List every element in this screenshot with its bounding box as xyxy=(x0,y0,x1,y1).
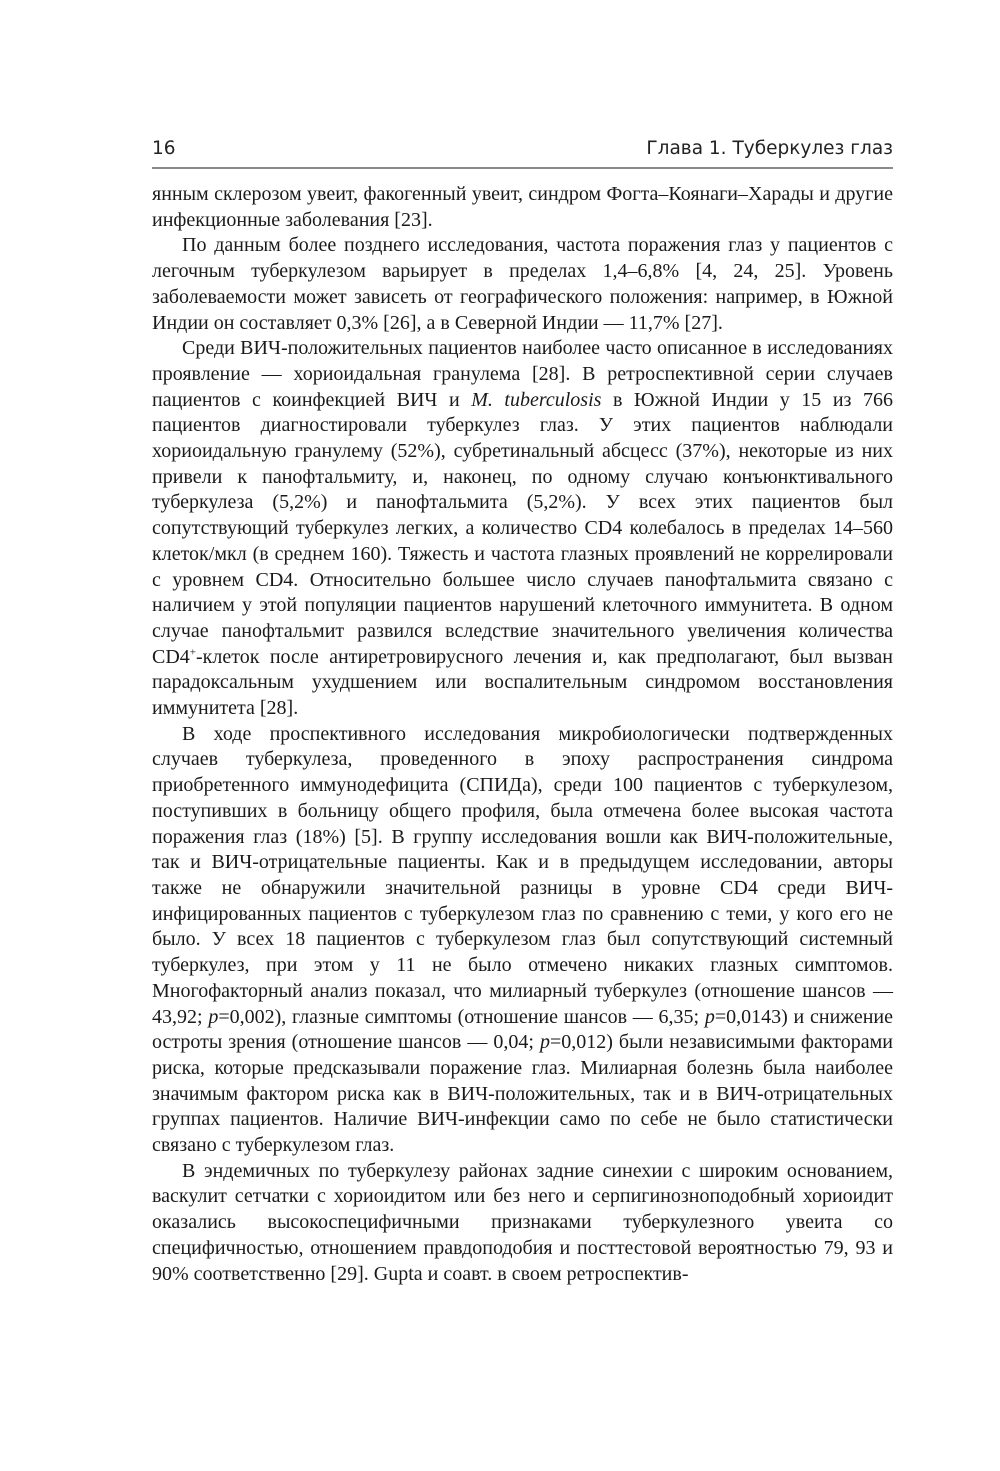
page-number: 16 xyxy=(152,138,176,159)
p-value-symbol: p xyxy=(704,1005,715,1028)
paragraph: В ходе проспективного исследования микробиологически подтвержденных случаев туберкулеза, проведенного в эпоху распространения синдрома приобретенного иммунодефицита (СПИДа), среди 100 пациентов с туберкулезом, поступивших в больницу общего профиля, была отмечена более высокая частота поражения глаз (18%) [5]. В группу исследования вошли как ВИЧ-положительные, так и ВИЧ-отрицательные пациенты. Как и в предыдущем исследовании, авторы также не обнаружили значительной разницы в уровне CD4 среди ВИЧ-инфицированных пациентов с туберкулезом глаз по сравнению с теми, у кого его не было. У всех 18 пациентов с туберкулезом глаз был сопутствующий системный туберкулез, при этом у 11 не было отмечено никаких глазных симптомов. Многофакторный анализ показал, что милиарный туберкулез (отношение шансов — 43,92; p=0,002), глазные симптомы (отношение шансов — 6,35; p=0,0143) и снижение остроты зрения (отношение шансов — 0,04; p=0,012) были независимыми факторами риска, которые предсказывали поражение глаз. Милиарная болезнь была наиболее значимым фактором риска как в ВИЧ-положительных, так и в ВИЧ-отрицательных группах пациентов. Наличие ВИЧ-инфекции само по себе не было статистически связано с туберкулезом глаз. xyxy=(152,722,893,1157)
paragraph: По данным более позднего исследования, частота поражения глаз у пациентов с легочным туберкулезом варьирует в пределах 1,4–6,8% [4, 24, 25]. Уровень заболеваемости может зависеть от географического положения: например, в Южной Индии он составляет 0,3% [26], а в Северной Индии — 11,7% [27]. xyxy=(152,234,893,334)
p-value-symbol: p xyxy=(208,1005,219,1028)
paragraph: Среди ВИЧ-положительных пациентов наиболее часто описанное в исследованиях проявление — хориоидальная гранулема [28]. В ретроспективной серии случаев пациентов с коинфекцией ВИЧ и M. tuberculosis в Южной Индии у 15 из 766 пациентов диагностировали туберкулез глаз. У этих пациентов наблюдали хориоидальную гранулему (52%), субретинальный абсцесс (37%), некоторые из них привели к панофтальмиту, и, наконец, по одному случаю конъюнктивального туберкулеза (5,2%) и панофтальмита (5,2%). У всех этих пациентов был сопутствующий туберкулез легких, а количество CD4 колебалось в пределах 14–560 клеток/мкл (в среднем 160). Тяжесть и частота глазных проявлений не коррелировали с уровнем CD4. Относительно большее число случаев панофтальмита связано с наличием у этой популяции пациентов нарушений клеточного иммунитета. В одном случае панофтальмит развился вследствие значительного увеличения количества CD4+-клеток после антиретровирусного лечения и, как предполагают, был вызван парадоксальным ухудшением или воспалительным синдромом восстановления иммунитета [28]. xyxy=(152,337,893,720)
p-value-symbol: p xyxy=(539,1031,550,1054)
paragraph: янным склерозом увеит, факогенный увеит, синдром Фогта–Коянаги–Харады и другие инфекционные заболевания [23]. xyxy=(152,183,893,231)
chapter-title: Глава 1. Туберкулез глаз xyxy=(646,138,893,159)
paragraph: В эндемичных по туберкулезу районах задние синехии с широким основанием, васкулит сетчатки с хориоидитом или без него и серпигинозноподобный хориоидит оказались высокоспецифичными признаками туберкулезного увеита со специфичностью, отношением правдоподобия и посттестовой вероятностью 79, 93 и 90% соответственно [29]. Gupta и соавт. в своем ретроспектив- xyxy=(152,1159,893,1285)
body-text xyxy=(152,182,893,1287)
species-name: M. tuberculosis xyxy=(471,388,602,411)
book-page xyxy=(152,138,893,1287)
superscript: + xyxy=(189,646,197,658)
running-head xyxy=(152,138,893,169)
